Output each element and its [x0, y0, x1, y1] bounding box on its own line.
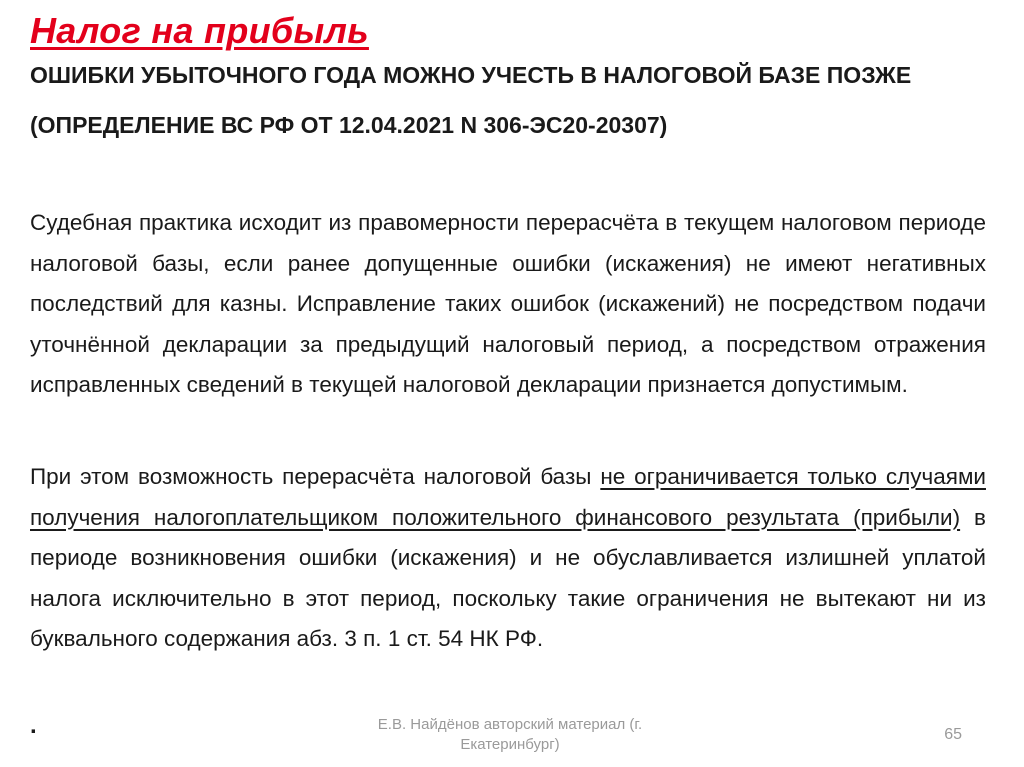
- page-number: 65: [944, 726, 962, 743]
- footer-author: Е.В. Найдёнов авторский материал (г. Екатеринбург): [377, 716, 643, 753]
- paragraph-2: [30, 457, 986, 660]
- subtitle-line-2: (ОПРЕДЕЛЕНИЕ ВС РФ ОТ 12.04.2021 N 306-ЭС20-20307): [30, 112, 668, 138]
- paragraph-2-start: При этом возможность перерасчёта налоговой базы: [30, 464, 601, 489]
- paragraph-2-underlined: не ограничивается только случаями получения налогоплательщиком положительного финансового результата (прибыли): [30, 464, 986, 530]
- stray-dot: .: [30, 712, 37, 739]
- slide-title: Налог на прибыль: [30, 10, 369, 51]
- paragraph-2-end: в периоде возникновения ошибки (искажения) и не обуславливается излишней уплатой налога исключительно в этот период, поскольку такие ограничения не вытекают ни из буквального содержания абз. 3 п. 1 ст. 54 НК РФ.: [30, 504, 986, 651]
- subtitle-line-1: ОШИБКИ УБЫТОЧНОГО ГОДА МОЖНО УЧЕСТЬ В НАЛОГОВОЙ БАЗЕ ПОЗЖЕ: [30, 62, 912, 88]
- paragraph-1: Судебная практика исходит из правомерности перерасчёта в текущем налоговом периоде налоговой базы, если ранее допущенные ошибки (искажения) не имеют негативных последствий для казны. Исправление таких ошибок (искажений) не посредством подачи уточнённой декларации за предыдущий налоговый период, а посредством отражения исправленных сведений в текущей налоговой декларации признается допустимым.: [30, 210, 986, 397]
